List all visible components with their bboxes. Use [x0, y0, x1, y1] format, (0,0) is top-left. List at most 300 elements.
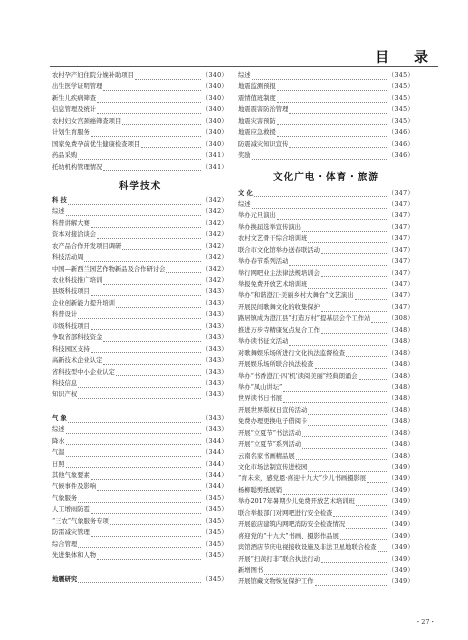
toc-entry	[52, 150, 228, 161]
right-group-1	[238, 70, 414, 162]
toc-entry	[52, 321, 228, 332]
toc-entry	[52, 70, 228, 81]
group-gap	[52, 562, 228, 574]
toc-entry	[238, 439, 414, 450]
toc-entry	[52, 459, 228, 470]
toc-entry-page: （342）	[201, 196, 228, 204]
toc-entry	[52, 481, 228, 492]
toc-entry-title: 开展娱乐场所联合执法检查	[238, 361, 314, 369]
toc-entry	[238, 268, 414, 279]
dot-leader	[289, 338, 387, 346]
dot-leader	[264, 567, 387, 575]
dot-leader	[91, 345, 201, 353]
toc-entry	[52, 218, 228, 229]
toc-entry	[238, 93, 414, 104]
toc-entry-title: 气 象	[52, 414, 67, 422]
toc-entry-page: （348）	[387, 326, 414, 334]
toc-entry	[52, 127, 228, 138]
dot-leader	[103, 83, 201, 91]
dot-leader	[97, 95, 201, 103]
toc-entry-title: 综合管理	[52, 540, 78, 548]
toc-entry-page: （347）	[387, 281, 414, 288]
toc-entry	[238, 116, 414, 127]
toc-entry-title: 震情值班制度	[238, 94, 276, 102]
toc-entry-page: （344）	[201, 483, 228, 491]
toc-entry	[238, 336, 414, 347]
toc-entry	[52, 252, 228, 263]
toc-entry-title: 地震监测预报	[238, 83, 276, 91]
toc-entry-page: （341）	[201, 152, 228, 160]
dot-leader	[252, 152, 387, 160]
toc-entry	[52, 241, 228, 252]
toc-entry	[52, 81, 228, 92]
toc-entry	[52, 229, 228, 240]
dot-leader	[321, 246, 387, 254]
dot-leader	[346, 521, 387, 529]
toc-entry-page: （308）	[387, 315, 414, 323]
toc-entry-title: 信息管理及统计	[52, 106, 97, 114]
toc-heading-entry	[52, 195, 228, 206]
title-rule	[50, 66, 438, 67]
toc-entry-page: （342）	[201, 231, 228, 239]
toc-entry-title: 综述	[238, 200, 251, 208]
toc-entry-title: 其他气象要素	[52, 472, 90, 479]
toc-entry	[238, 302, 414, 313]
toc-entry-title: 举办“凤山讲坛”	[238, 383, 283, 391]
toc-entry-page: （345）	[387, 72, 414, 79]
dot-leader	[277, 129, 387, 137]
dot-leader	[78, 540, 201, 548]
toc-entry-page: （347）	[387, 258, 414, 266]
toc-entry-page: （349）	[387, 475, 414, 483]
toc-entry	[238, 416, 414, 427]
toc-entry-title: 争取省部科技资金	[52, 334, 103, 342]
toc-entry	[52, 332, 228, 343]
toc-entry-page: （347）	[387, 292, 414, 300]
dot-leader	[91, 529, 201, 537]
toc-entry-title: 先进集体和人物	[52, 552, 97, 560]
toc-entry-page: （343）	[201, 299, 228, 307]
toc-entry-page: （347）	[387, 235, 414, 243]
toc-entry	[52, 539, 228, 550]
dot-leader	[340, 532, 387, 540]
toc-entry	[238, 405, 414, 416]
dot-leader	[346, 349, 387, 357]
right-group-2	[238, 188, 414, 588]
toc-entry-title: 宾馆酒店节庆电视接收设施及非法卫星地联合检查	[238, 544, 377, 552]
toc-entry-title: 联合市文化馆举办送春联活动	[238, 246, 320, 254]
toc-entry-page: （345）	[387, 83, 414, 91]
toc-entry-title: 推进万步寺精康复点复合工作	[238, 326, 320, 334]
toc-entry-title: 云南名家书画精品展	[238, 452, 295, 460]
dot-leader	[91, 506, 201, 514]
toc-entry-page: （348）	[387, 452, 414, 460]
dot-leader	[116, 300, 201, 308]
toc-entry	[238, 70, 414, 81]
toc-entry-title: 开展民间歌舞文化的收集保护	[238, 303, 320, 311]
toc-entry-title: 路居镇成为澄江县“打造万村”提基层会个工作站	[238, 315, 371, 323]
dot-leader	[97, 483, 201, 491]
dot-leader	[78, 380, 201, 388]
toc-entry	[52, 139, 228, 150]
toc-entry-title: 地震震害防治管理	[238, 106, 289, 114]
toc-entry	[238, 245, 414, 256]
toc-entry	[238, 150, 414, 161]
toc-entry-title: 农村妇女宫颈癌筛查项目	[52, 117, 122, 125]
toc-entry-title: 举办换届选举宣传演出	[238, 223, 301, 231]
toc-entry-page: （346）	[387, 129, 414, 137]
toc-entry-title: 奖励	[238, 152, 251, 160]
toc-entry-page: （340）	[201, 72, 228, 79]
toc-entry-page: （348）	[387, 406, 414, 414]
dot-leader	[91, 288, 201, 296]
dot-leader	[122, 242, 201, 250]
toc-entry-page: （343）	[201, 368, 228, 376]
toc-entry-page: （347）	[387, 189, 414, 197]
toc-entry	[52, 493, 228, 504]
toc-entry-title: 农村孕产妇住院分娩补助项目	[52, 72, 134, 79]
toc-heading-entry	[238, 188, 414, 199]
toc-entry-title: 世界读书日书展	[238, 395, 283, 403]
toc-entry-title: 科技园区支持	[52, 345, 90, 353]
toc-entry-page: （341）	[201, 163, 228, 171]
toc-entry-title: 举办春节系列活动	[238, 258, 289, 266]
toc-entry-title: 农产品合作开发项目调研	[52, 242, 122, 250]
toc-entry-page: （346）	[387, 152, 414, 160]
toc-entry-page: （349）	[387, 498, 414, 506]
toc-entry-title: 中国—新西兰园艺作物新品及合作研讨会	[52, 265, 166, 273]
left-column	[52, 70, 228, 585]
toc-entry	[52, 378, 228, 389]
toc-entry-title: 科普设计	[52, 311, 78, 319]
toc-entry-page: （342）	[201, 219, 228, 227]
toc-entry	[238, 496, 414, 507]
toc-entry-page: （344）	[201, 460, 228, 468]
toc-entry	[238, 104, 414, 115]
dot-leader	[91, 472, 201, 480]
dot-leader	[308, 418, 387, 426]
toc-entry-title: 市级科技项目	[52, 322, 90, 330]
toc-entry-page: （347）	[387, 246, 414, 254]
toc-entry-page: （343）	[201, 288, 228, 296]
dot-leader	[97, 106, 201, 114]
toc-entry-title: 开展世界版权日宣传活动	[238, 406, 308, 414]
toc-entry-page: （348）	[387, 441, 414, 449]
toc-entry-title: 开展“扫黄打非”联合执法行动	[238, 555, 321, 563]
toc-entry-page: （349）	[387, 578, 414, 586]
toc-entry	[52, 504, 228, 515]
toc-entry-title: 综述	[238, 72, 251, 79]
toc-entry-title: 综述	[52, 426, 65, 434]
dot-leader	[66, 460, 201, 468]
toc-entry-page: （347）	[387, 269, 414, 277]
toc-entry-title: 高新技术企业认定	[52, 357, 103, 365]
toc-entry-title: 省科技型中小企业认定	[52, 368, 115, 376]
toc-entry	[238, 222, 414, 233]
toc-entry-page: （349）	[387, 486, 414, 494]
toc-entry-title: 气候事件及影响	[52, 483, 97, 491]
dot-leader	[367, 475, 387, 483]
left-group-1	[52, 70, 228, 173]
left-group-2	[52, 195, 228, 401]
toc-entry-page: （344）	[201, 472, 228, 479]
toc-entry	[238, 279, 414, 290]
toc-entry-page: （345）	[201, 529, 228, 537]
toc-entry	[238, 233, 414, 244]
dot-leader	[122, 117, 201, 125]
toc-entry-title: 举报免费开放艺术培训班	[238, 281, 308, 288]
toc-entry	[238, 382, 414, 393]
toc-entry-page: （344）	[201, 437, 228, 445]
toc-entry-title: 免费办理更换电子借阅卡	[238, 418, 308, 426]
toc-entry	[238, 462, 414, 473]
toc-entry-title: 科普讲解大赛	[52, 219, 90, 227]
dot-leader	[97, 552, 201, 560]
dot-leader	[321, 304, 387, 312]
dot-leader	[252, 201, 387, 209]
dot-leader	[103, 277, 201, 285]
toc-entry-title: 出生医学证明管理	[52, 83, 103, 91]
toc-entry	[238, 139, 414, 150]
toc-entry	[238, 290, 414, 301]
toc-entry-page: （343）	[201, 334, 228, 342]
section-title-culture: 文化广电・体育・旅游	[273, 171, 379, 183]
toc-entry	[52, 436, 228, 447]
toc-entry	[238, 371, 414, 382]
group-gap	[52, 401, 228, 413]
toc-entry	[238, 348, 414, 359]
toc-entry-page: （349）	[387, 566, 414, 574]
toc-entry-page: （340）	[201, 83, 228, 91]
dot-leader	[302, 224, 387, 232]
toc-entry	[238, 199, 414, 210]
dot-leader	[277, 117, 387, 125]
dot-leader	[91, 220, 201, 228]
dot-leader	[308, 464, 387, 472]
dot-leader	[356, 498, 387, 506]
toc-entry-page: （348）	[387, 418, 414, 426]
toc-entry-page: （343）	[201, 414, 228, 422]
toc-entry	[238, 473, 414, 484]
toc-entry-title: 对歌舞娱乐场所进行文化执法监督检查	[238, 349, 346, 357]
dot-leader	[277, 83, 387, 91]
toc-entry	[52, 104, 228, 115]
toc-entry	[238, 81, 414, 92]
toc-entry-title: 文 化	[238, 189, 253, 197]
toc-entry	[238, 256, 414, 267]
toc-entry-page: （347）	[387, 200, 414, 208]
toc-entry	[238, 508, 414, 519]
right-column	[238, 70, 414, 588]
toc-entry-page: （343）	[201, 357, 228, 365]
toc-entry-page: （343）	[201, 379, 228, 387]
dot-leader	[66, 437, 201, 445]
toc-entry	[52, 93, 228, 104]
page-number: ・27・	[414, 618, 436, 626]
toc-entry-page: （342）	[201, 254, 228, 262]
toc-entry	[52, 116, 228, 127]
toc-entry-title: 防雷减灾管理	[52, 529, 90, 537]
dot-leader	[66, 449, 201, 457]
toc-entry-page: （349）	[387, 464, 414, 471]
toc-entry-page: （345）	[201, 517, 228, 525]
dot-leader	[84, 254, 200, 262]
dot-leader	[308, 407, 387, 415]
dot-leader	[78, 391, 201, 399]
toc-entry	[52, 309, 228, 320]
toc-entry-page: （349）	[387, 532, 414, 540]
toc-entry-title: 举办“书香澄江·四‘机’读阅美丽”经典朗诵会	[238, 372, 358, 380]
toc-entry	[238, 531, 414, 542]
toc-entry-title: 科技信息	[52, 379, 78, 387]
toc-entry-page: （340）	[201, 129, 228, 137]
toc-heading-entry	[52, 413, 228, 424]
toc-entry-title: 新增图书	[238, 566, 264, 574]
section-title-science: 科学技术	[118, 180, 162, 192]
toc-entry-title: 综述	[52, 208, 65, 216]
toc-entry-title: 人工增雨防雹	[52, 506, 90, 514]
toc-entry-title: 举办元旦演出	[238, 212, 276, 220]
toc-entry	[52, 162, 228, 173]
toc-entry-page: （348）	[387, 395, 414, 403]
toc-entry-title: 农业科技推广培训	[52, 277, 103, 284]
toc-heading-entry	[52, 574, 228, 585]
toc-entry-title: 地震灾害预防	[238, 117, 276, 125]
dot-leader	[78, 311, 201, 319]
toc-entry-page: （348）	[387, 361, 414, 369]
toc-entry	[238, 451, 414, 462]
toc-entry-title: 知识产权	[52, 391, 78, 399]
toc-entry-title: 防震减灾知识宣传	[238, 140, 289, 148]
dot-leader	[302, 441, 387, 449]
toc-entry-title: 举办2017年暑期少儿免费开放艺术培训班	[238, 498, 355, 506]
toc-entry-title: 杨柳聪剪纸展销	[238, 486, 283, 494]
toc-entry-title: 地震应急救援	[238, 129, 276, 137]
dot-leader	[321, 555, 387, 563]
toc-entry-page: （345）	[387, 94, 414, 102]
toc-entry-page: （343）	[201, 391, 228, 399]
toc-entry	[238, 542, 414, 553]
toc-entry	[238, 565, 414, 576]
toc-entry-title: 新生儿疾病筛查	[52, 94, 97, 102]
toc-entry-title: 开展“立夏节”书法活动	[238, 429, 302, 437]
dot-leader	[289, 106, 387, 114]
toc-entry-title: 地震研究	[52, 575, 78, 583]
dot-leader	[254, 189, 387, 197]
toc-entry-title: 文化市场法制宣传进校园	[238, 464, 308, 471]
page-title: 目 录	[375, 50, 438, 66]
toc-entry-page: （343）	[201, 322, 228, 330]
toc-entry-title: 举行网吧业主法律法规培训会	[238, 269, 320, 277]
toc-entry-title: 托幼机构管理情况	[52, 163, 103, 171]
toc-entry-title: 企业创新能力提升培训	[52, 299, 115, 307]
toc-entry-title: 药品采购	[52, 152, 78, 160]
toc-entry-page: （345）	[201, 506, 228, 514]
dot-leader	[315, 578, 387, 586]
dot-leader	[141, 140, 201, 148]
toc-entry-page: （345）	[201, 494, 228, 502]
toc-entry-page: （344）	[201, 449, 228, 457]
toc-entry	[52, 470, 228, 481]
dot-leader	[321, 269, 387, 277]
toc-entry	[238, 313, 414, 324]
dot-leader	[103, 334, 201, 342]
toc-entry-title: 气象服务	[52, 494, 78, 502]
toc-entry-page: （349）	[387, 555, 414, 563]
toc-entry	[238, 359, 414, 370]
dot-leader	[78, 575, 201, 583]
toc-entry	[52, 367, 228, 378]
dot-leader	[308, 281, 387, 289]
toc-entry	[238, 554, 414, 565]
left-group-3	[52, 413, 228, 562]
dot-leader	[283, 384, 387, 392]
dot-leader	[110, 517, 201, 525]
toc-entry-page: （345）	[387, 117, 414, 125]
dot-leader	[135, 72, 201, 80]
toc-entry-title: 开展旅店建筑内网吧消防安全检查情况	[238, 521, 346, 529]
toc-entry-title: 气温	[52, 449, 65, 457]
toc-entry-title: 喜迎党的“十九大”书画、摄影作品展	[238, 532, 339, 540]
toc-entry	[52, 516, 228, 527]
toc-entry-page: （349）	[387, 509, 414, 517]
toc-entry	[52, 275, 228, 286]
dot-leader	[308, 235, 387, 243]
toc-entry-page: （343）	[201, 311, 228, 319]
toc-entry-page: （345）	[201, 552, 228, 560]
toc-entry-title: 农村文艺骨干综合培训班	[238, 235, 308, 243]
dot-leader	[97, 231, 201, 239]
toc-entry	[52, 286, 228, 297]
dot-leader	[283, 395, 387, 403]
dot-leader	[166, 265, 201, 273]
toc-entry-title: 举办“和谐澄江·美丽乡村大舞台”文艺演出	[238, 292, 354, 300]
toc-entry-title: 资本对接洽谈会	[52, 231, 97, 239]
toc-entry	[52, 550, 228, 561]
dot-leader	[355, 292, 387, 300]
dot-leader	[91, 322, 201, 330]
toc-entry-title: 开展馆藏文物恢复保护工作	[238, 578, 314, 586]
dot-leader	[283, 487, 387, 495]
toc-entry	[238, 210, 414, 221]
toc-entry	[52, 355, 228, 366]
toc-entry-page: （340）	[201, 117, 228, 125]
dot-leader	[333, 509, 386, 517]
toc-entry-title: 科技活动周	[52, 254, 84, 262]
dot-leader	[277, 95, 387, 103]
toc-entry-page: （340）	[201, 94, 228, 102]
toc-entry	[52, 527, 228, 538]
toc-entry-page: （343）	[201, 345, 228, 353]
left-group-4	[52, 574, 228, 585]
dot-leader	[296, 452, 387, 460]
dot-leader	[116, 368, 201, 376]
toc-entry-title: 举办读书征文活动	[238, 338, 289, 346]
toc-entry-title: 降水	[52, 437, 65, 445]
toc-entry	[52, 298, 228, 309]
toc-entry-page: （348）	[387, 338, 414, 346]
dot-leader	[289, 258, 387, 266]
toc-entry-page: （342）	[201, 208, 228, 216]
toc-entry-title: 日照	[52, 460, 65, 468]
dot-leader	[252, 72, 387, 80]
toc-entry-page: （347）	[387, 212, 414, 220]
dot-leader	[302, 429, 387, 437]
toc-entry-title: 计划生育服务	[52, 129, 90, 137]
toc-entry-page: （342）	[201, 265, 228, 273]
toc-entry	[238, 519, 414, 530]
dot-leader	[78, 495, 201, 503]
